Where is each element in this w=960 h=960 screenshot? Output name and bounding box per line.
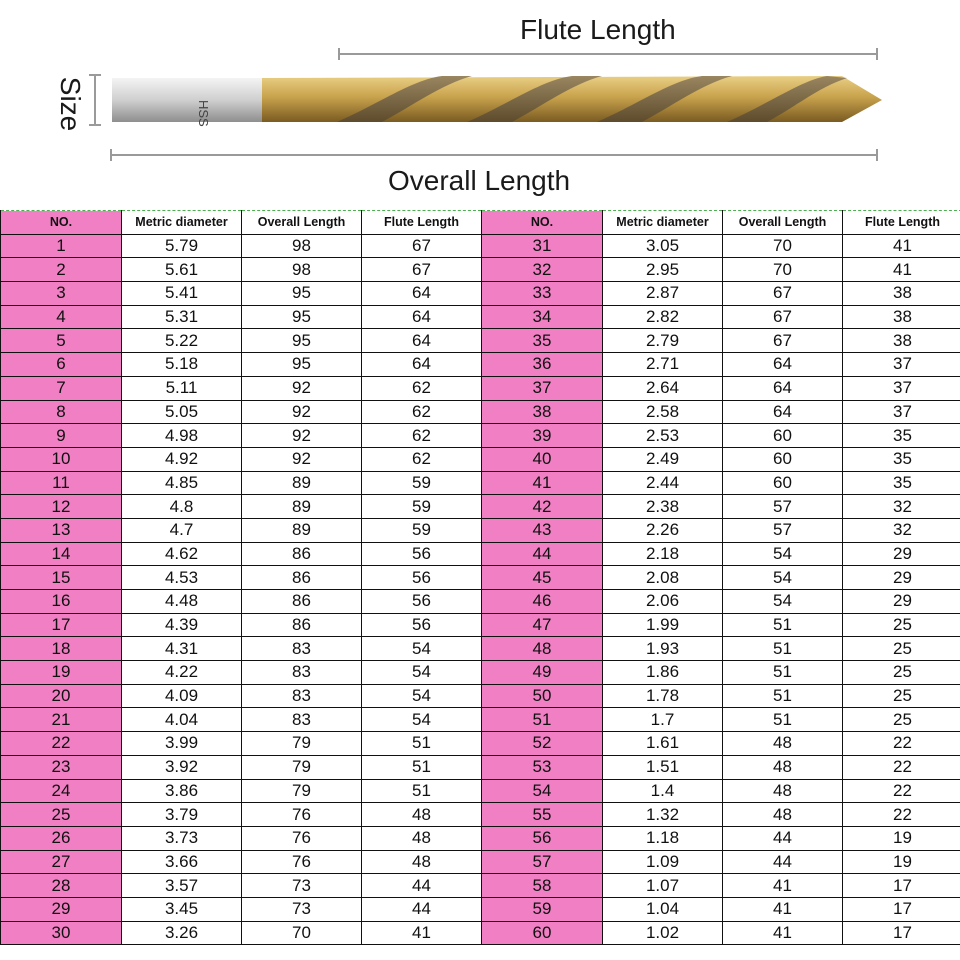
cell-metric-diameter: 4.7 [122, 518, 242, 542]
cell-no: 9 [1, 424, 122, 448]
cell-metric-diameter: 5.31 [122, 305, 242, 329]
cell-no: 24 [1, 779, 122, 803]
cell-no: 14 [1, 542, 122, 566]
cell-no: 28 [1, 874, 122, 898]
table-row [1, 874, 960, 898]
cell-metric-diameter: 3.45 [122, 897, 242, 921]
cell-metric-diameter: 2.18 [603, 542, 723, 566]
cell-no: 60 [482, 921, 603, 945]
cell-overall-length: 83 [242, 684, 362, 708]
cell-flute-length: 41 [843, 258, 960, 282]
cell-flute-length: 41 [362, 921, 482, 945]
cell-no: 58 [482, 874, 603, 898]
table-row [1, 305, 960, 329]
cell-no: 42 [482, 495, 603, 519]
cell-overall-length: 64 [723, 400, 843, 424]
cell-flute-length: 17 [843, 897, 960, 921]
cell-overall-length: 95 [242, 329, 362, 353]
cell-overall-length: 67 [723, 282, 843, 306]
cell-flute-length: 59 [362, 495, 482, 519]
cell-flute-length: 17 [843, 921, 960, 945]
cell-no: 53 [482, 755, 603, 779]
cell-metric-diameter: 4.53 [122, 566, 242, 590]
cell-no: 33 [482, 282, 603, 306]
cell-flute-length: 37 [843, 400, 960, 424]
flute-length-label: Flute Length [520, 14, 676, 45]
cell-flute-length: 54 [362, 637, 482, 661]
cell-no: 23 [1, 755, 122, 779]
cell-flute-length: 35 [843, 471, 960, 495]
cell-no: 29 [1, 897, 122, 921]
size-label: Size [55, 76, 86, 132]
cell-flute-length: 22 [843, 755, 960, 779]
cell-metric-diameter: 5.41 [122, 282, 242, 306]
cell-flute-length: 38 [843, 282, 960, 306]
cell-overall-length: 92 [242, 400, 362, 424]
cell-no: 55 [482, 803, 603, 827]
cell-metric-diameter: 2.53 [603, 424, 723, 448]
cell-overall-length: 70 [242, 921, 362, 945]
cell-overall-length: 83 [242, 661, 362, 685]
cell-flute-length: 19 [843, 826, 960, 850]
cell-metric-diameter: 5.61 [122, 258, 242, 282]
cell-overall-length: 54 [723, 542, 843, 566]
cell-no: 18 [1, 637, 122, 661]
cell-overall-length: 60 [723, 447, 843, 471]
cell-overall-length: 57 [723, 495, 843, 519]
cell-metric-diameter: 4.22 [122, 661, 242, 685]
cell-metric-diameter: 5.22 [122, 329, 242, 353]
cell-metric-diameter: 2.38 [603, 495, 723, 519]
cell-overall-length: 44 [723, 826, 843, 850]
cell-overall-length: 54 [723, 590, 843, 614]
cell-overall-length: 92 [242, 447, 362, 471]
cell-no: 36 [482, 353, 603, 377]
cell-overall-length: 76 [242, 850, 362, 874]
cell-metric-diameter: 4.09 [122, 684, 242, 708]
cell-flute-length: 56 [362, 590, 482, 614]
cell-flute-length: 62 [362, 424, 482, 448]
cell-no: 11 [1, 471, 122, 495]
cell-overall-length: 86 [242, 590, 362, 614]
cell-overall-length: 41 [723, 874, 843, 898]
cell-metric-diameter: 4.62 [122, 542, 242, 566]
cell-metric-diameter: 2.64 [603, 376, 723, 400]
cell-overall-length: 79 [242, 755, 362, 779]
cell-no: 15 [1, 566, 122, 590]
table-row [1, 353, 960, 377]
table-row [1, 779, 960, 803]
header-metric-diameter: Metric diameter [122, 211, 242, 235]
cell-overall-length: 60 [723, 471, 843, 495]
cell-no: 21 [1, 708, 122, 732]
cell-metric-diameter: 5.11 [122, 376, 242, 400]
cell-no: 52 [482, 732, 603, 756]
cell-no: 25 [1, 803, 122, 827]
cell-overall-length: 73 [242, 897, 362, 921]
flute-length-bracket [338, 53, 878, 55]
cell-flute-length: 19 [843, 850, 960, 874]
cell-metric-diameter: 3.86 [122, 779, 242, 803]
cell-no: 49 [482, 661, 603, 685]
cell-flute-length: 64 [362, 282, 482, 306]
table-row [1, 282, 960, 306]
cell-metric-diameter: 3.99 [122, 732, 242, 756]
cell-overall-length: 89 [242, 495, 362, 519]
cell-no: 2 [1, 258, 122, 282]
cell-no: 46 [482, 590, 603, 614]
cell-flute-length: 62 [362, 400, 482, 424]
cell-metric-diameter: 4.8 [122, 495, 242, 519]
table-row [1, 826, 960, 850]
cell-no: 13 [1, 518, 122, 542]
cell-flute-length: 38 [843, 305, 960, 329]
cell-overall-length: 51 [723, 661, 843, 685]
drill-marking-text: HSS [196, 100, 211, 127]
cell-flute-length: 29 [843, 566, 960, 590]
cell-overall-length: 64 [723, 376, 843, 400]
cell-overall-length: 95 [242, 282, 362, 306]
table-row [1, 424, 960, 448]
table-row [1, 708, 960, 732]
cell-overall-length: 51 [723, 708, 843, 732]
cell-flute-length: 64 [362, 329, 482, 353]
cell-metric-diameter: 1.4 [603, 779, 723, 803]
cell-overall-length: 67 [723, 305, 843, 329]
cell-flute-length: 37 [843, 376, 960, 400]
cell-no: 20 [1, 684, 122, 708]
overall-length-label: Overall Length [388, 165, 571, 196]
cell-flute-length: 54 [362, 684, 482, 708]
cell-metric-diameter: 5.05 [122, 400, 242, 424]
cell-flute-length: 62 [362, 447, 482, 471]
header-no: NO. [482, 211, 603, 235]
cell-overall-length: 83 [242, 637, 362, 661]
cell-no: 35 [482, 329, 603, 353]
cell-no: 57 [482, 850, 603, 874]
cell-no: 47 [482, 613, 603, 637]
cell-metric-diameter: 3.79 [122, 803, 242, 827]
overall-length-bracket [110, 154, 878, 156]
cell-no: 7 [1, 376, 122, 400]
cell-flute-length: 35 [843, 424, 960, 448]
cell-flute-length: 51 [362, 755, 482, 779]
cell-overall-length: 48 [723, 755, 843, 779]
cell-flute-length: 51 [362, 779, 482, 803]
cell-overall-length: 95 [242, 305, 362, 329]
cell-flute-length: 25 [843, 684, 960, 708]
cell-no: 48 [482, 637, 603, 661]
cell-metric-diameter: 3.05 [603, 234, 723, 258]
cell-no: 43 [482, 518, 603, 542]
cell-no: 37 [482, 376, 603, 400]
table-row [1, 542, 960, 566]
cell-overall-length: 79 [242, 779, 362, 803]
header-overall-length: Overall Length [723, 211, 843, 235]
cell-overall-length: 41 [723, 921, 843, 945]
cell-overall-length: 98 [242, 258, 362, 282]
table-row [1, 897, 960, 921]
cell-overall-length: 54 [723, 566, 843, 590]
cell-no: 38 [482, 400, 603, 424]
table-row [1, 566, 960, 590]
cell-flute-length: 38 [843, 329, 960, 353]
cell-metric-diameter: 2.08 [603, 566, 723, 590]
header-flute-length: Flute Length [362, 211, 482, 235]
cell-metric-diameter: 4.39 [122, 613, 242, 637]
cell-flute-length: 67 [362, 234, 482, 258]
cell-overall-length: 48 [723, 779, 843, 803]
table-row [1, 850, 960, 874]
cell-flute-length: 59 [362, 471, 482, 495]
table-row [1, 637, 960, 661]
cell-metric-diameter: 1.18 [603, 826, 723, 850]
table-row [1, 803, 960, 827]
cell-overall-length: 70 [723, 258, 843, 282]
table-row [1, 376, 960, 400]
cell-flute-length: 22 [843, 779, 960, 803]
cell-metric-diameter: 1.32 [603, 803, 723, 827]
cell-no: 51 [482, 708, 603, 732]
table-header-row [1, 211, 960, 235]
cell-overall-length: 86 [242, 542, 362, 566]
cell-flute-length: 51 [362, 732, 482, 756]
cell-metric-diameter: 1.7 [603, 708, 723, 732]
drill-size-table [0, 210, 960, 945]
cell-overall-length: 89 [242, 518, 362, 542]
cell-metric-diameter: 3.57 [122, 874, 242, 898]
table-row [1, 495, 960, 519]
cell-overall-length: 64 [723, 353, 843, 377]
cell-overall-length: 48 [723, 803, 843, 827]
cell-flute-length: 32 [843, 518, 960, 542]
header-metric-diameter: Metric diameter [603, 211, 723, 235]
cell-flute-length: 25 [843, 637, 960, 661]
cell-overall-length: 79 [242, 732, 362, 756]
cell-overall-length: 73 [242, 874, 362, 898]
cell-metric-diameter: 2.06 [603, 590, 723, 614]
cell-flute-length: 32 [843, 495, 960, 519]
cell-metric-diameter: 1.78 [603, 684, 723, 708]
cell-overall-length: 57 [723, 518, 843, 542]
cell-overall-length: 98 [242, 234, 362, 258]
header-no: NO. [1, 211, 122, 235]
table-row [1, 471, 960, 495]
drill-bit-image [112, 72, 887, 128]
cell-flute-length: 56 [362, 542, 482, 566]
cell-no: 59 [482, 897, 603, 921]
cell-flute-length: 56 [362, 566, 482, 590]
size-bracket [94, 74, 96, 126]
cell-overall-length: 92 [242, 424, 362, 448]
cell-flute-length: 44 [362, 897, 482, 921]
cell-flute-length: 29 [843, 542, 960, 566]
cell-no: 17 [1, 613, 122, 637]
table-body [1, 234, 960, 945]
table-row [1, 661, 960, 685]
cell-no: 44 [482, 542, 603, 566]
cell-overall-length: 92 [242, 376, 362, 400]
cell-flute-length: 64 [362, 353, 482, 377]
cell-metric-diameter: 2.87 [603, 282, 723, 306]
cell-metric-diameter: 1.61 [603, 732, 723, 756]
table-row [1, 518, 960, 542]
cell-flute-length: 59 [362, 518, 482, 542]
cell-metric-diameter: 2.49 [603, 447, 723, 471]
cell-overall-length: 51 [723, 637, 843, 661]
cell-metric-diameter: 4.48 [122, 590, 242, 614]
cell-metric-diameter: 2.79 [603, 329, 723, 353]
cell-metric-diameter: 3.66 [122, 850, 242, 874]
cell-metric-diameter: 2.58 [603, 400, 723, 424]
cell-metric-diameter: 1.07 [603, 874, 723, 898]
cell-metric-diameter: 1.93 [603, 637, 723, 661]
cell-flute-length: 25 [843, 613, 960, 637]
cell-no: 26 [1, 826, 122, 850]
cell-no: 19 [1, 661, 122, 685]
cell-metric-diameter: 1.04 [603, 897, 723, 921]
cell-overall-length: 86 [242, 566, 362, 590]
table-row [1, 447, 960, 471]
cell-metric-diameter: 4.98 [122, 424, 242, 448]
cell-flute-length: 54 [362, 661, 482, 685]
cell-metric-diameter: 1.02 [603, 921, 723, 945]
cell-overall-length: 60 [723, 424, 843, 448]
cell-metric-diameter: 3.26 [122, 921, 242, 945]
cell-overall-length: 76 [242, 826, 362, 850]
cell-no: 54 [482, 779, 603, 803]
cell-flute-length: 44 [362, 874, 482, 898]
cell-flute-length: 25 [843, 661, 960, 685]
cell-flute-length: 22 [843, 732, 960, 756]
cell-metric-diameter: 4.92 [122, 447, 242, 471]
cell-flute-length: 54 [362, 708, 482, 732]
cell-metric-diameter: 2.95 [603, 258, 723, 282]
cell-flute-length: 48 [362, 803, 482, 827]
cell-overall-length: 89 [242, 471, 362, 495]
cell-metric-diameter: 2.44 [603, 471, 723, 495]
cell-no: 4 [1, 305, 122, 329]
cell-overall-length: 67 [723, 329, 843, 353]
table-row [1, 684, 960, 708]
cell-metric-diameter: 4.04 [122, 708, 242, 732]
cell-flute-length: 56 [362, 613, 482, 637]
cell-no: 12 [1, 495, 122, 519]
cell-flute-length: 48 [362, 826, 482, 850]
cell-metric-diameter: 3.73 [122, 826, 242, 850]
cell-metric-diameter: 1.51 [603, 755, 723, 779]
cell-overall-length: 83 [242, 708, 362, 732]
cell-no: 32 [482, 258, 603, 282]
cell-no: 45 [482, 566, 603, 590]
cell-metric-diameter: 2.71 [603, 353, 723, 377]
cell-flute-length: 41 [843, 234, 960, 258]
cell-no: 50 [482, 684, 603, 708]
cell-flute-length: 22 [843, 803, 960, 827]
cell-flute-length: 62 [362, 376, 482, 400]
cell-metric-diameter: 2.82 [603, 305, 723, 329]
cell-no: 40 [482, 447, 603, 471]
table-row [1, 234, 960, 258]
cell-metric-diameter: 1.99 [603, 613, 723, 637]
cell-no: 1 [1, 234, 122, 258]
cell-no: 3 [1, 282, 122, 306]
cell-flute-length: 64 [362, 305, 482, 329]
cell-overall-length: 76 [242, 803, 362, 827]
cell-no: 16 [1, 590, 122, 614]
cell-no: 8 [1, 400, 122, 424]
cell-overall-length: 41 [723, 897, 843, 921]
cell-overall-length: 44 [723, 850, 843, 874]
cell-metric-diameter: 3.92 [122, 755, 242, 779]
cell-overall-length: 95 [242, 353, 362, 377]
cell-no: 5 [1, 329, 122, 353]
cell-metric-diameter: 1.09 [603, 850, 723, 874]
cell-flute-length: 25 [843, 708, 960, 732]
table-row [1, 590, 960, 614]
cell-metric-diameter: 4.85 [122, 471, 242, 495]
cell-flute-length: 37 [843, 353, 960, 377]
cell-no: 30 [1, 921, 122, 945]
cell-flute-length: 67 [362, 258, 482, 282]
cell-flute-length: 29 [843, 590, 960, 614]
table-row [1, 921, 960, 945]
cell-overall-length: 86 [242, 613, 362, 637]
cell-metric-diameter: 1.86 [603, 661, 723, 685]
table-row [1, 613, 960, 637]
header-overall-length: Overall Length [242, 211, 362, 235]
cell-flute-length: 17 [843, 874, 960, 898]
cell-metric-diameter: 5.79 [122, 234, 242, 258]
table-row [1, 400, 960, 424]
cell-metric-diameter: 5.18 [122, 353, 242, 377]
cell-no: 34 [482, 305, 603, 329]
cell-overall-length: 48 [723, 732, 843, 756]
cell-no: 56 [482, 826, 603, 850]
cell-flute-length: 48 [362, 850, 482, 874]
cell-no: 6 [1, 353, 122, 377]
table-row [1, 258, 960, 282]
table-row [1, 732, 960, 756]
cell-metric-diameter: 4.31 [122, 637, 242, 661]
cell-overall-length: 51 [723, 613, 843, 637]
cell-no: 10 [1, 447, 122, 471]
cell-flute-length: 35 [843, 447, 960, 471]
table-row [1, 329, 960, 353]
cell-overall-length: 51 [723, 684, 843, 708]
cell-no: 39 [482, 424, 603, 448]
cell-metric-diameter: 2.26 [603, 518, 723, 542]
cell-no: 41 [482, 471, 603, 495]
header-flute-length: Flute Length [843, 211, 960, 235]
table-row [1, 755, 960, 779]
cell-no: 27 [1, 850, 122, 874]
cell-overall-length: 70 [723, 234, 843, 258]
cell-no: 31 [482, 234, 603, 258]
drill-diagram [0, 0, 960, 210]
cell-no: 22 [1, 732, 122, 756]
